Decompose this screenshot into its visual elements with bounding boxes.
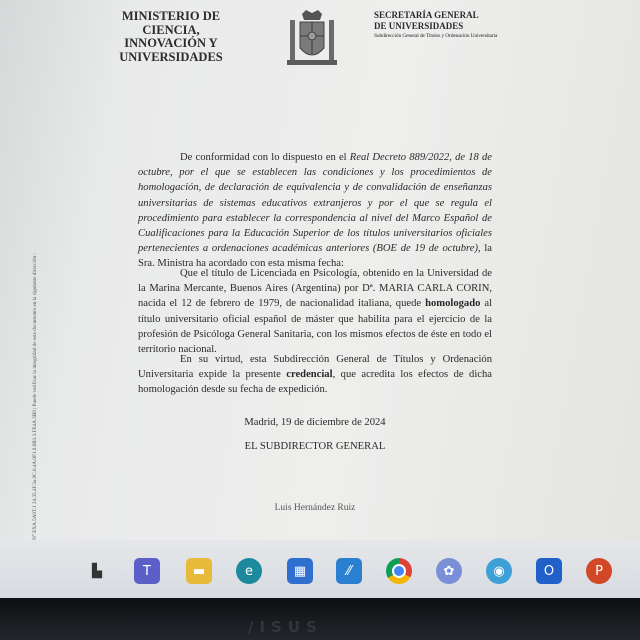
teams-icon[interactable]: T: [134, 558, 160, 584]
signer-title: EL SUBDIRECTOR GENERAL: [244, 441, 386, 452]
p1-decree: Real Decreto 889/2022, de 18 de octubre, por el que se establecen las condiciones y los procedimientos de homologación, de declaración de equivalencia y de convalidación de enseñanzas universitarias de sistemas educativos extranjeros y por el que se regula el procedimiento para establecer la correspondencia al nivel del Marco Español de Cualificaciones para la Educación Superior de los títulos universitarios oficiales pertenecientes a ordenaciones académicas anteriores (BOE de 19 de octubre): [138, 152, 492, 255]
paragraph-credencial: [138, 352, 492, 398]
p3-tail: , que acredita los efectos de dicha homologación desde su fecha de expedición.: [138, 369, 492, 396]
p1-tail: , la Sra. Ministra ha acordado con esta misma fecha:: [138, 243, 492, 270]
powerpoint-icon[interactable]: P: [586, 558, 612, 584]
p2-tail: al título universitario oficial español de máster que habilita para el ejercicio de la profesión de Psicóloga General Sanitaria, con los mismos efectos de éste en todo el territorio nacional.: [138, 298, 493, 356]
secretaria-line-1: SECRETARÍA GENERAL: [374, 10, 479, 20]
ministry-line-2: INNOVACIÓN Y: [124, 36, 218, 50]
p2-homologado: homologado: [425, 298, 481, 310]
secretaria-line-2: DE UNIVERSIDADES: [374, 20, 464, 31]
monitor-logo-icon: /ISUS: [248, 618, 323, 636]
paragraph-conformidad: [138, 150, 492, 272]
ministry-line-3: UNIVERSIDADES: [119, 49, 223, 64]
p2-lead: Que el título de Licenciada en Psicología, obtenido en la Universidad de la Marina Mercante, Buenos Aires (Argentina) por Dª. MARIA CARLA CORIN, nacida el 12 de febrero de 1979, de nacionalidad italiana, quede: [138, 268, 492, 310]
secretaria-header: [374, 10, 524, 42]
outlook-icon[interactable]: O: [536, 558, 562, 584]
widgets-icon[interactable]: ▙: [92, 563, 102, 579]
edge-icon[interactable]: e: [236, 558, 262, 584]
date-line: Madrid, 19 de diciembre de 2024: [244, 417, 386, 428]
ministry-line-1: MINISTERIO DE CIENCIA,: [121, 9, 221, 37]
verification-side-note: N° EXA.5A0T.1 24.35.4F.3a.0C.6.4A.0F1.0.8B1.3.FE4A.3B0 | Puede verificar la integridad de este documento en la siguiente dirección :: [32, 253, 38, 540]
p3-lead: En su virtud, esta Subdirección General de Títulos y Ordenación Universitaria expide la presente: [138, 354, 492, 381]
file-explorer-icon[interactable]: ▬: [186, 558, 212, 584]
app-icon[interactable]: ⁄⁄: [336, 558, 362, 584]
ministry-header: [96, 10, 246, 64]
photos-icon[interactable]: ✿: [436, 558, 462, 584]
coat-of-arms-icon: [286, 8, 338, 70]
copilot-icon[interactable]: ◉: [486, 558, 512, 584]
store-icon[interactable]: ▦: [287, 558, 313, 584]
chrome-icon[interactable]: [386, 558, 412, 584]
p3-credencial: credencial: [286, 369, 333, 381]
windows-taskbar: [0, 540, 640, 598]
subdireccion-line: Subdirección General de Títulos y Ordenación Universitaria: [374, 33, 498, 39]
paragraph-homologation: [138, 266, 492, 357]
p1-lead: De conformidad con lo dispuesto en el: [180, 152, 350, 163]
signer-name: Luis Hernández Ruiz: [274, 503, 356, 513]
